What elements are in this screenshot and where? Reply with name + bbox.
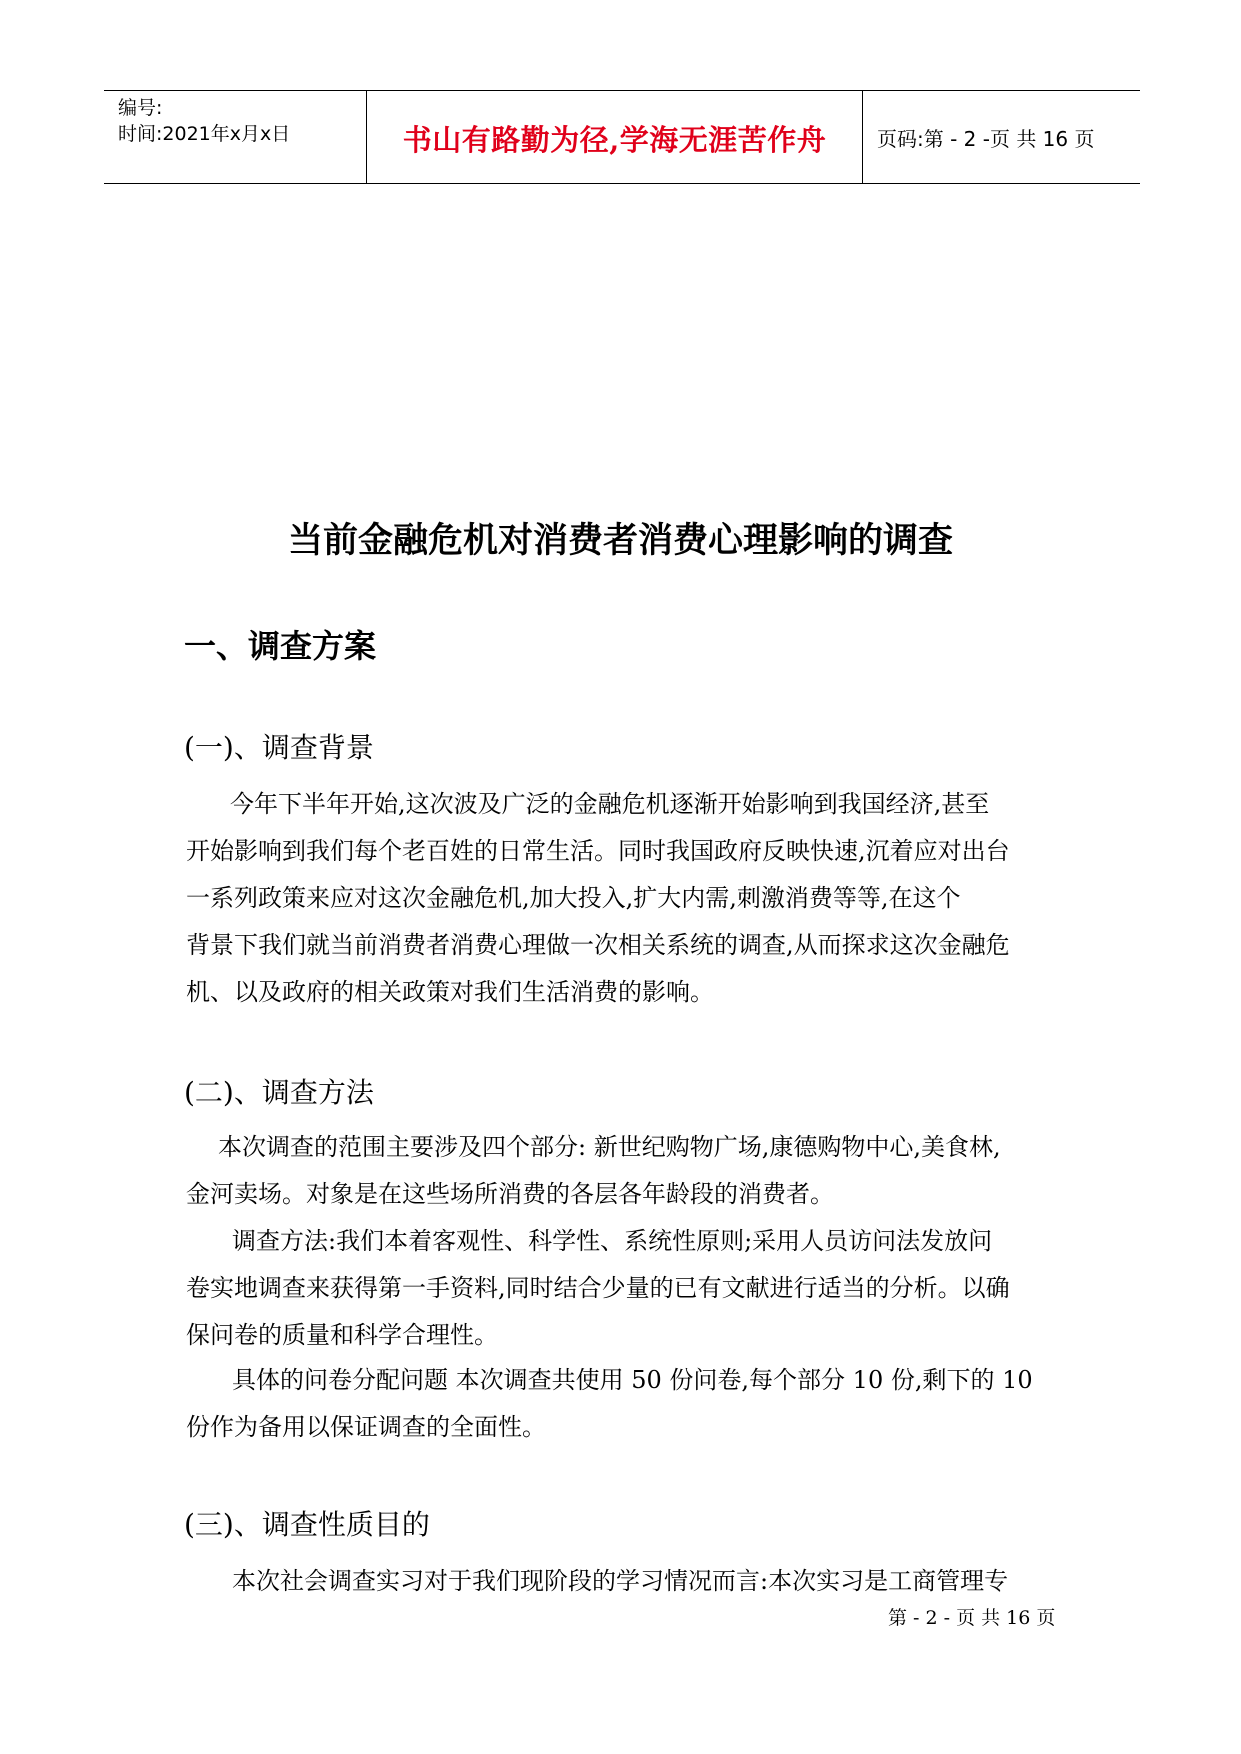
header-meta-cell <box>104 91 367 183</box>
number-label: 编号: <box>118 97 163 119</box>
paragraph-line: 本次社会调查实习对于我们现阶段的学习情况而言:本次实习是工商管理专 <box>232 1567 1009 1595</box>
header-page-cell <box>863 91 1140 183</box>
paragraph-line: 本次调查的范围主要涉及四个部分: 新世纪购物广场,康德购物中心,美食林, <box>218 1133 1001 1161</box>
paragraph-line: 背景下我们就当前消费者消费心理做一次相关系统的调查,从而探求这次金融危 <box>186 931 1010 959</box>
paragraph-line: 具体的问卷分配问题 本次调查共使用 50 份问卷,每个部分 10 份,剩下的 10 <box>232 1366 1033 1394</box>
paragraph-line: 一系列政策来应对这次金融危机,加大投入,扩大内需,刺激消费等等,在这个 <box>186 884 961 912</box>
paragraph-line: 金河卖场。对象是在这些场所消费的各层各年龄段的消费者。 <box>186 1180 834 1208</box>
subsection-heading-purpose: (三)、调查性质目的 <box>184 1508 430 1541</box>
background-paragraph <box>186 781 1066 1016</box>
distribution-paragraph <box>186 1357 1066 1451</box>
header-motto-cell <box>367 91 863 183</box>
method-paragraph <box>186 1218 1066 1359</box>
paragraph-line: 卷实地调查来获得第一手资料,同时结合少量的已有文献进行适当的分析。以确 <box>186 1274 1010 1302</box>
time-label: 时间:2021年x月x日 <box>118 123 291 145</box>
page-header <box>104 90 1140 184</box>
motto: 书山有路勤为径,学海无涯苦作舟 <box>402 123 827 157</box>
subsection-heading-method: (二)、调查方法 <box>184 1076 374 1109</box>
scope-paragraph <box>186 1124 1066 1218</box>
paragraph-line: 今年下半年开始,这次波及广泛的金融危机逐渐开始影响到我国经济,甚至 <box>230 790 990 818</box>
paragraph-line: 机、以及政府的相关政策对我们生活消费的影响。 <box>186 978 714 1006</box>
page-label: 页码:第 - 2 -页 共 16 页 <box>877 127 1095 151</box>
purpose-paragraph <box>186 1558 1066 1605</box>
section-heading-survey-plan: 一、调查方案 <box>184 627 377 665</box>
paragraph-line: 开始影响到我们每个老百姓的日常生活。同时我国政府反映快速,沉着应对出台 <box>186 837 1010 865</box>
paragraph-line: 调查方法:我们本着客观性、科学性、系统性原则;采用人员访问法发放问 <box>232 1227 993 1255</box>
paragraph-line: 保问卷的质量和科学合理性。 <box>186 1321 498 1349</box>
document-title: 当前金融危机对消费者消费心理影响的调查 <box>287 521 953 561</box>
subsection-heading-background: (一)、调查背景 <box>184 731 374 764</box>
page-footer: 第 - 2 - 页 共 16 页 <box>888 1607 1056 1629</box>
paragraph-line: 份作为备用以保证调查的全面性。 <box>186 1413 546 1441</box>
